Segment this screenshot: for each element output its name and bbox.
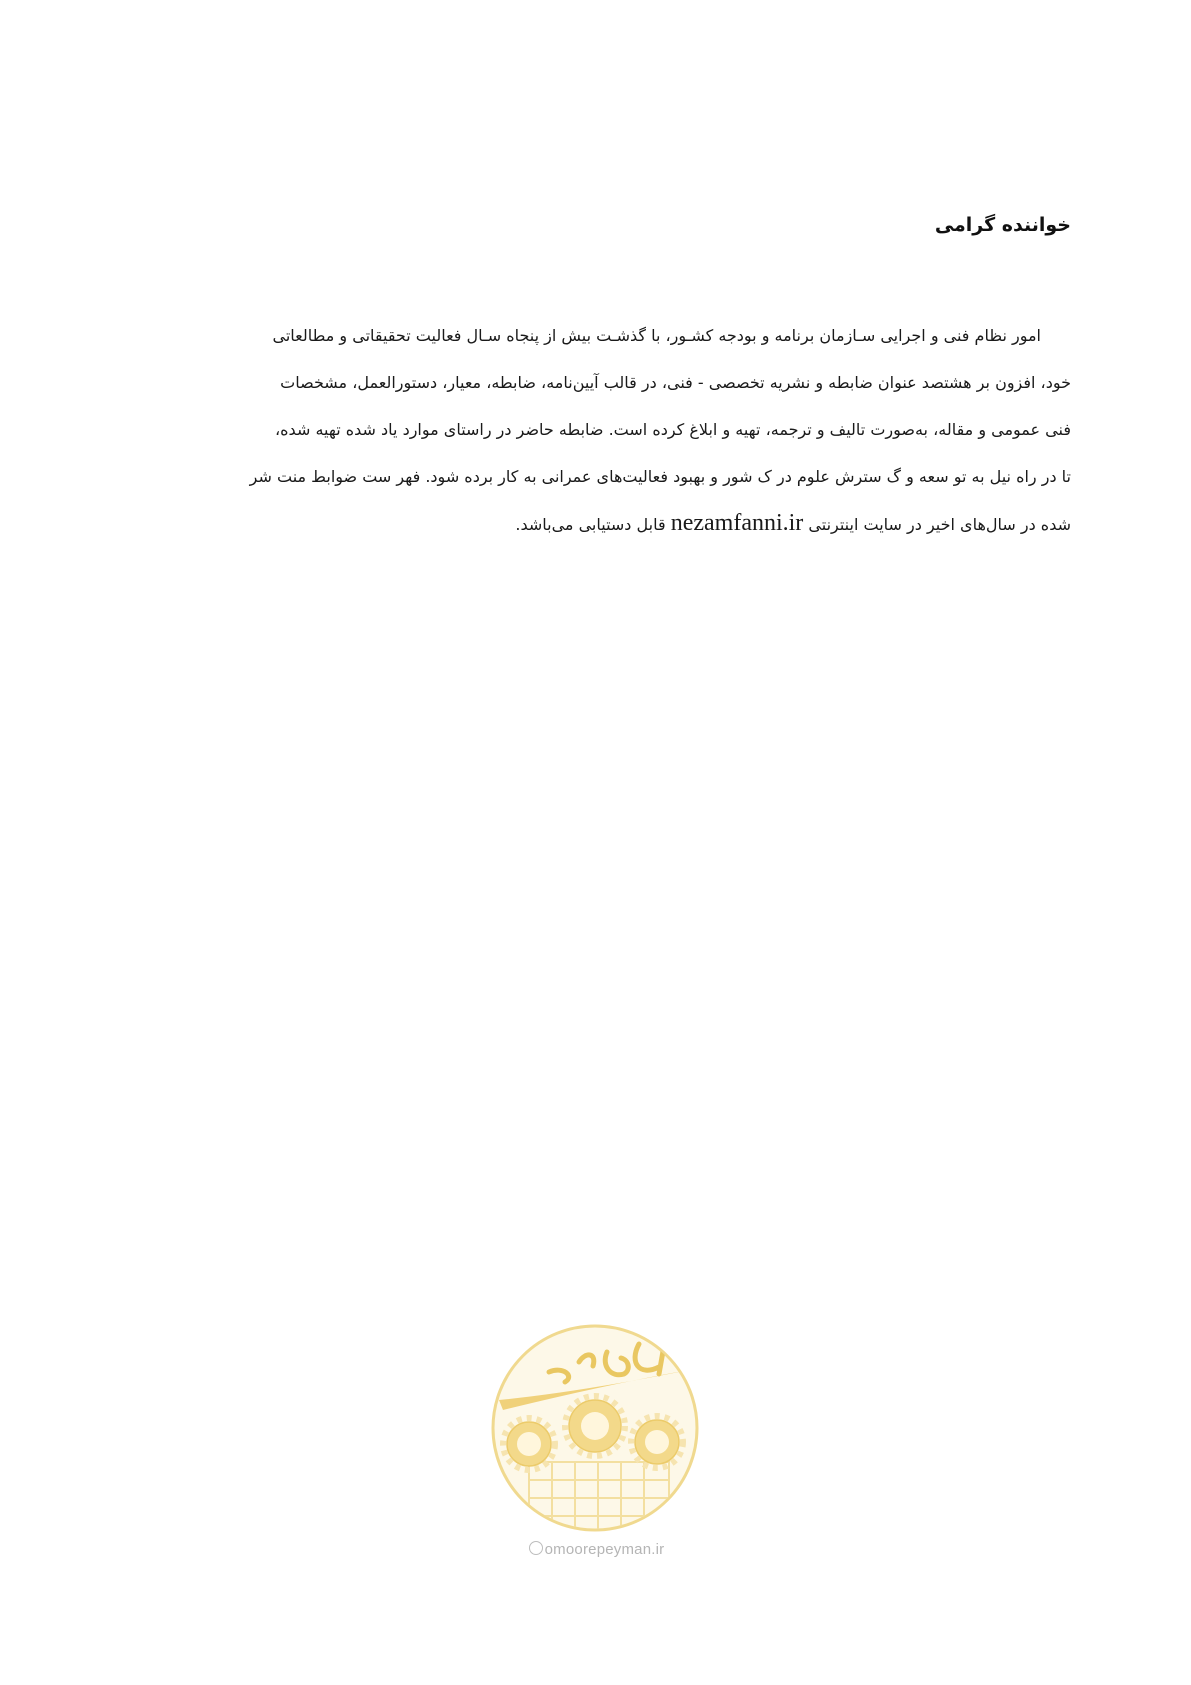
paragraph-line-5	[143, 500, 1071, 548]
globe-icon	[529, 1541, 543, 1555]
paragraph-line-2: خود، افزون بر هشتصد عنوان ضابطه و نشریه تخصصی - فنی، در قالب آیین‌نامه، ضابطه، معیار، دستورالعمل، مشخصات	[280, 373, 1071, 392]
watermark-logo-icon	[489, 1322, 701, 1534]
last-line-end: قابل دستیابی می‌باشد.	[515, 515, 666, 534]
paragraph-line-3: فنی عمومی و مقاله، به‌صورت تالیف و ترجمه، تهیه و ابلاغ کرده است. ضابطه حاضر در راستای موارد یاد شده تهیه شده،	[275, 420, 1071, 439]
intro-paragraph	[143, 312, 1071, 548]
paragraph-line-1: امور نظام فنی و اجرایی سـازمان برنامه و بودجه کشـور، با گذشـت بیش از پنجاه سـال فعالیت تحقیقاتی و مطالعاتی	[272, 326, 1041, 345]
watermark-caption	[494, 1541, 699, 1558]
watermark-logo	[489, 1322, 701, 1534]
page-heading: خواننده گرامی	[934, 214, 1071, 236]
paragraph-line-4: تا در راه نیل به تو سعه و گ سترش علوم در ک شور و بهبود فعالیت‌های عمرانی به کار برده شود. فهر ست ضوابط منت شر	[249, 467, 1071, 486]
last-line-start: شده در سال‌های اخیر در سایت اینترنتی	[808, 515, 1071, 534]
website-link: nezamfanni.ir	[670, 510, 804, 536]
watermark-caption-text: omoorepeyman.ir	[544, 1541, 665, 1558]
